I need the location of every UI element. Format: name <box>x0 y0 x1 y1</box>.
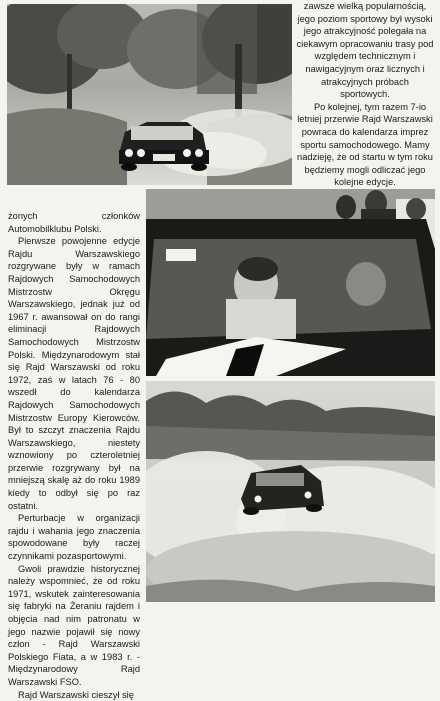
paragraph-return: Po kolejnej, tym razem 7-io letniej przerwie Rajd Warszawski powraca do kalendarza imprez sportu samochodowego. Mamy nadzieję, że od startu w tym roku będziemy mogli odliczać jego kolejne edycje. <box>297 101 433 188</box>
photo-rally-car-dirt-road <box>7 4 292 185</box>
photo-rally-car-dust-cloud <box>146 381 435 602</box>
paragraph-perturbations: Perturbacje w organizacji rajdu i wahania jego znaczenia spowodowane były raczej czynnikami pozasportowymi. <box>8 513 140 562</box>
article-right-column <box>296 0 434 189</box>
paragraph-continuation: Rajd Warszawski cieszył się <box>18 689 134 700</box>
article-left-column <box>8 210 140 701</box>
paragraph-postwar-editions: Pierwsze powojenne edycje Rajdu Warszawskiego rozgrywane były w ramach Rajdowych Samochodowych Mistrzostw Okręgu Warszawskiego, jednak już od 1967 r. awansował on do rangi eliminacji Rajdowych Samochodowych Mistrzostw Polski. Międzynarodowym stał się Rajd Warszawski od roku 1972, zaś w latach 76 - 80 wszedł do kalendarza Rajdowych Samochodowych Mistrzostw Europy Kierowców. Był to szczyt znaczenia Rajdu Warszawskiego, niestety wznowiony po czteroletniej przerwie rozgrywany był na mniejszą skalę aż do roku 1989 kiedy to odbył się po raz ostatni. <box>8 236 140 511</box>
paragraph-popularity: zawsze wielką popularnością, jego poziom sportowy był wysoki jego atrakcyjność polegała na ciekawym opracowaniu trasy pod względem technicznym i nawigacyjnym oraz licznych i atrakcyjnych próbach sportowych. <box>296 1 434 100</box>
photo-bot-image <box>146 381 435 602</box>
photo-mid-image <box>146 189 435 376</box>
photo-car-windshield-start-number <box>146 189 435 376</box>
paragraph-historical-truth: Gwoli prawdzie historycznej należy wspomnieć, że od roku 1971, wskutek zainteresowania się fabryki na Żeraniu rajdem i objęcia nad nim patronatu w jego nazwie pojawił się nowy człon - Rajd Warszawski Polskiego Fiata, a w 1983 r. - Międzynarodowy Rajd Warszawski FSO. <box>8 563 140 687</box>
photo-top-image <box>7 4 292 185</box>
paragraph-automobilklub: żonych członków Automobilklubu Polski. <box>8 211 140 234</box>
